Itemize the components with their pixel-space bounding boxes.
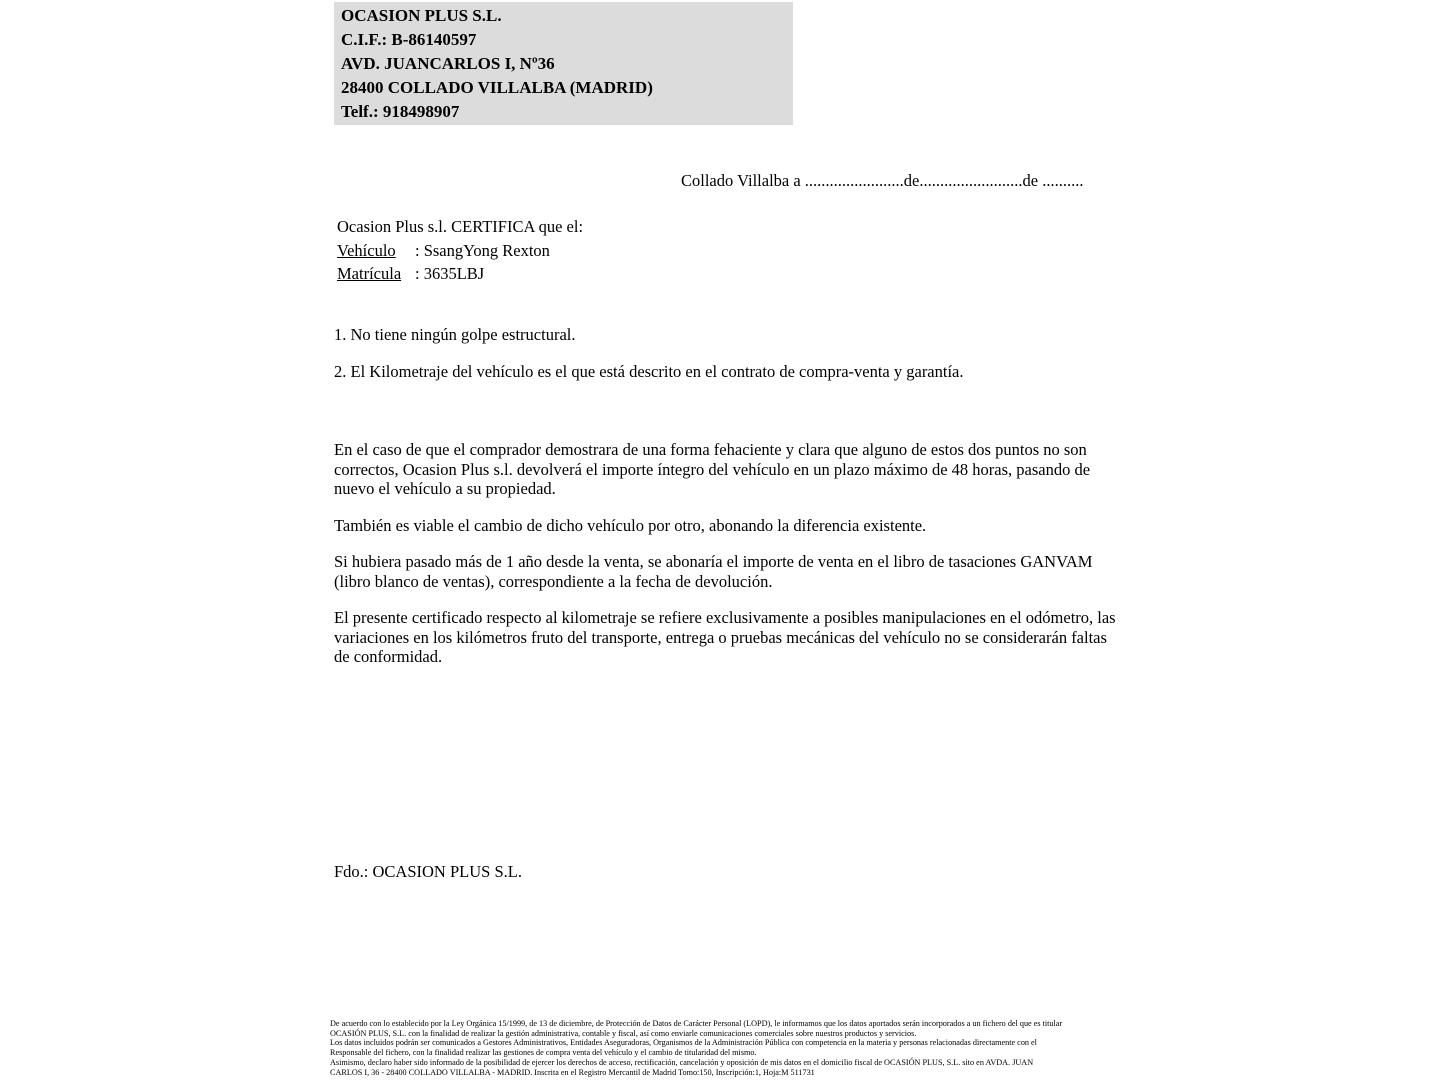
legal-line: Responsable del fichero, con la finalidad realizar las gestiones de compra venta del vehículo y el cambio de titularidad del mismo. [330,1048,757,1058]
legal-line: Asimismo, declaro haber sido informado de la posibilidad de ejercer los derechos de acceso, rectificación, cancelación y oposición de mis datos en el domicilio fiscal de OCASIÓN PLUS, S.L. sito en AVDA. JUAN [330,1057,1034,1067]
vehicle-row [337,239,583,263]
signature-line: Fdo.: OCASION PLUS S.L. [334,862,522,881]
date-line: Collado Villalba a ........................de.........................de .......... [681,171,1084,190]
plate-value: : 3635LBJ [415,264,485,283]
certified-point-1: 1. No tiene ningún golpe estructural. [334,325,576,344]
paragraph-ganvam: Si hubiera pasado más de 1 año desde la venta, se abonaría el importe de venta en el libro de tasaciones GANVAM (libro blanco de ventas), correspondiente a la fecha de devolución. [334,552,1093,591]
plate-label: Matrícula [337,264,402,283]
legal-line: Los datos incluidos podrán ser comunicados a Gestores Administrativos, Entidades Aseguradoras, Organismos de la Administración Pública con competencia en la materia y personas relacionadas directamente con el [330,1038,1037,1048]
plate-row [337,262,583,286]
company-name: OCASION PLUS S.L. [341,6,502,25]
legal-line: CARLOS I, 36 - 28400 COLLADO VILLALBA - MADRID. Inscrita en el Registro Mercantil de Madrid Tomo:150, Inscripción:1, Hoja:M 511731 [330,1067,815,1077]
paragraph-exchange: También es viable el cambio de dicho vehículo por otro, abonando la diferencia existente. [334,515,927,535]
vehicle-label: Vehículo [337,240,396,260]
certification-block [337,215,583,286]
company-header-box [334,2,793,125]
company-cif: C.I.F.: B-86140597 [341,30,477,49]
paragraph-refund: En el caso de que el comprador demostrara de una forma fehaciente y clara que alguno de estos dos puntos no son correctos, Ocasion Plus s.l. devolverá el importe íntegro del vehículo en un plazo máximo de 48 horas, pasando de nuevo el vehículo a su propiedad. [334,440,1091,498]
vehicle-value: : SsangYong Rexton [415,240,550,260]
company-address: AVD. JUANCARLOS I, Nº36 [341,54,555,73]
company-phone: Telf.: 918498907 [341,102,460,121]
legal-fine-print [330,1019,1130,1077]
legal-line: De acuerdo con lo establecido por la Ley Orgánica 15/1999, de 13 de diciembre, de Protección de Datos de Carácter Personal (LOPD), le informamos que los datos aportados serán incorporados a un fichero del que es titular [330,1019,1063,1028]
paragraph-odometer: El presente certificado respecto al kilometraje se refiere exclusivamente a posibles manipulaciones en el odómetro, las variaciones en los kilómetros fruto del transporte, entrega o pruebas mecánicas del vehículo no se considerarán faltas de conformidad. [334,608,1116,666]
company-city: 28400 COLLADO VILLALBA (MADRID) [341,78,653,97]
legal-line: OCASIÓN PLUS, S.L. con la finalidad de realizar la gestión administrativa, contable y fiscal, así como enviarle comunicaciones comerciales sobre nuestros productos y servicios. [330,1028,917,1038]
certify-intro: Ocasion Plus s.l. CERTIFICA que el: [337,217,584,236]
certified-point-2: 2. El Kilometraje del vehículo es el que está descrito en el contrato de compra-venta y garantía. [334,362,964,381]
terms-paragraphs [334,440,1122,684]
